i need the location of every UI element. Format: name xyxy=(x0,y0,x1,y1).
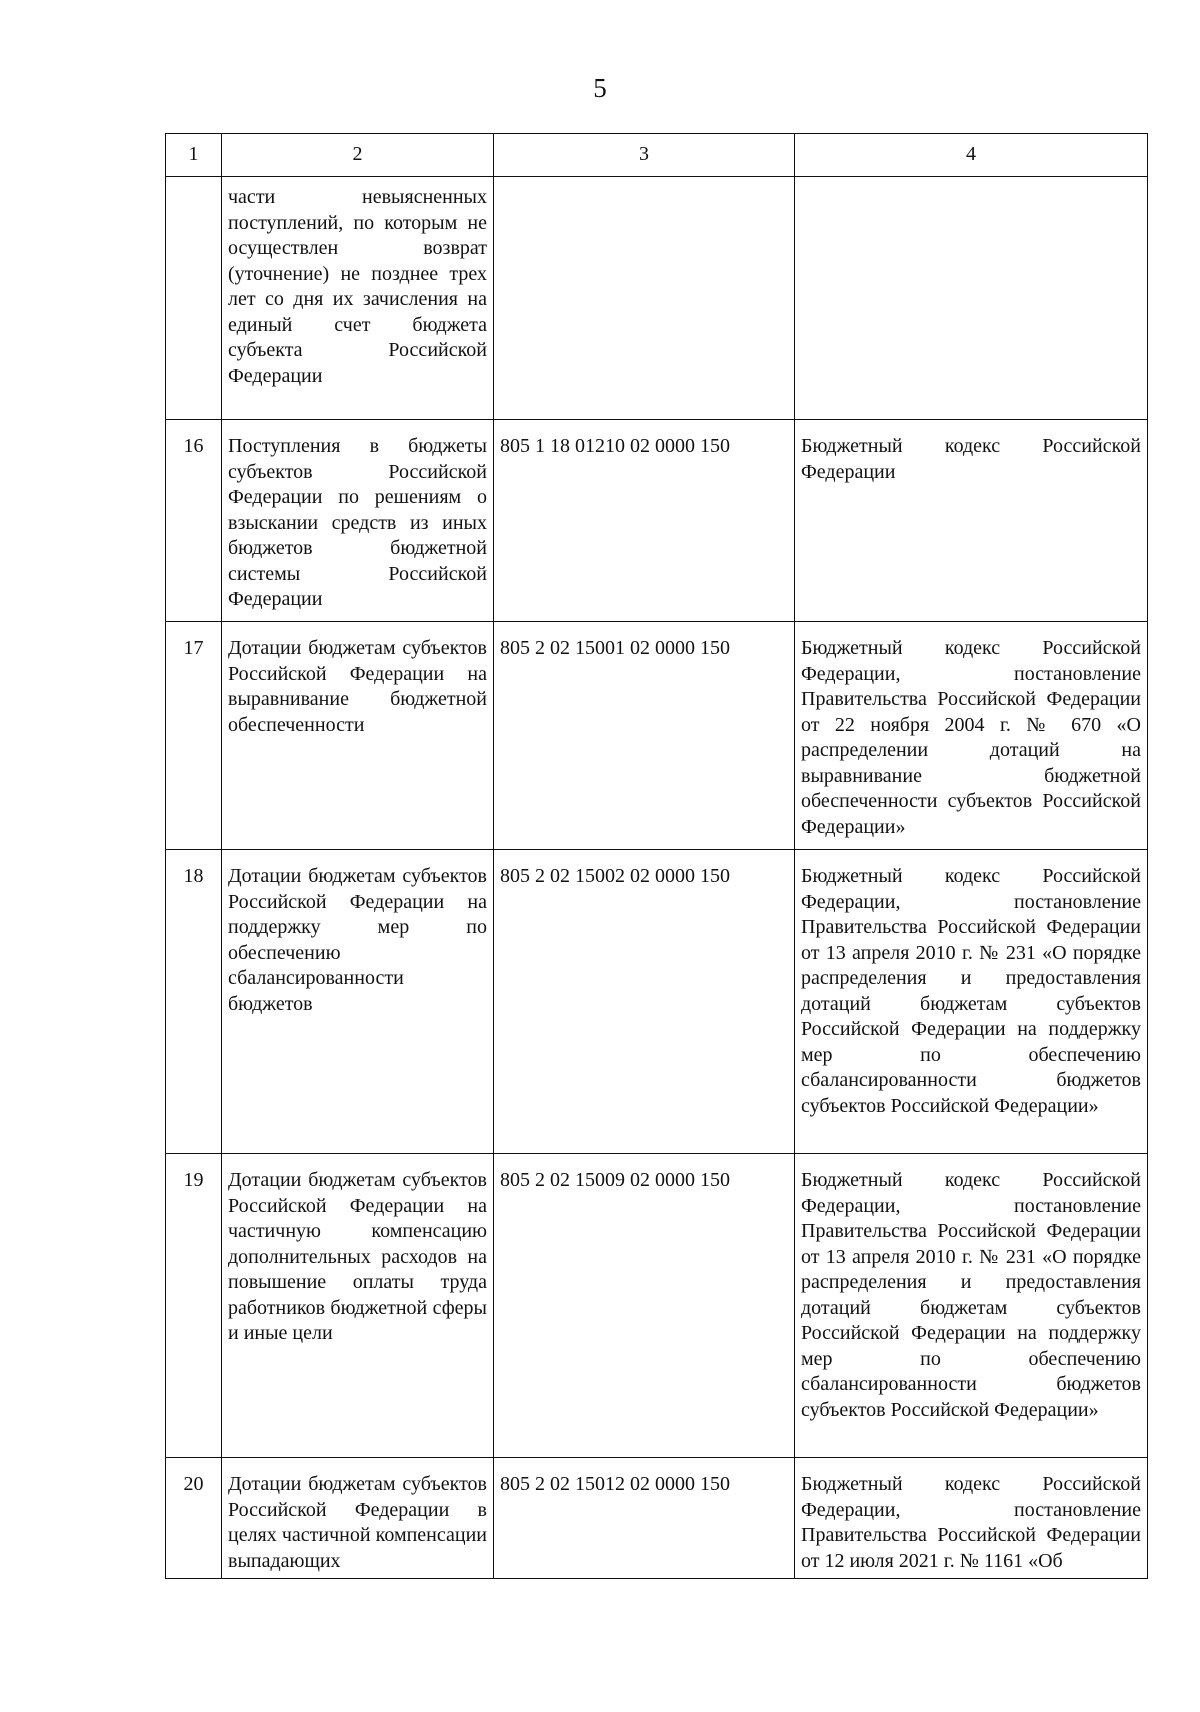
legal-basis-text: Бюджетный кодекс Российской Федерации, постановление Правительства Российской Федерации от 13 апреля 2010 г. № 231 «О порядке распределения и предоставления дотаций бюджетам субъектов Российской Федерации на поддержку мер по обеспечению сбалансированности бюджетов субъектов Российской Федерации» xyxy=(801,1169,1141,1421)
legal-basis-text: Бюджетный кодекс Российской Федерации, постановление Правительства Российской Федерации от 13 апреля 2010 г. № 231 «О порядке распределения и предоставления дотаций бюджетам субъектов Российской Федерации на поддержку мер по обеспечению сбалансированности бюджетов субъектов Российской Федерации» xyxy=(801,865,1141,1117)
legal-basis-text: Бюджетный кодекс Российской Федерации xyxy=(801,435,1141,483)
table-body xyxy=(166,177,1148,1579)
budget-code: 805 2 02 15012 02 0000 150 xyxy=(494,1458,795,1579)
legal-basis-text: Бюджетный кодекс Российской Федерации, постановление Правительства Российской Федерации от 12 июля 2021 г. № 1161 «Об xyxy=(801,1473,1141,1572)
budget-code: 805 2 02 15009 02 0000 150 xyxy=(494,1154,795,1458)
revenue-codes-table xyxy=(165,133,1148,1579)
row-number: 16 xyxy=(166,420,222,622)
page-number: 5 xyxy=(593,73,607,103)
revenue-name-text: Дотации бюджетам субъектов Российской Федерации в целях частичной компенсации выпадающих xyxy=(228,1473,487,1572)
table-row xyxy=(166,420,1148,622)
revenue-name xyxy=(222,1154,494,1458)
budget-code: 805 2 02 15002 02 0000 150 xyxy=(494,850,795,1154)
row-number: 17 xyxy=(166,622,222,850)
legal-basis xyxy=(795,1154,1148,1458)
row-number: 19 xyxy=(166,1154,222,1458)
revenue-name-text: Дотации бюджетам субъектов Российской Федерации на частичную компенсацию дополнительных расходов на повышение оплаты труда работников бюджетной сферы и иные цели xyxy=(228,1169,487,1344)
legal-basis xyxy=(795,1458,1148,1579)
header-col-3: 3 xyxy=(494,134,795,177)
legal-basis xyxy=(795,850,1148,1154)
table-row xyxy=(166,1154,1148,1458)
revenue-name xyxy=(222,1458,494,1579)
revenue-name-text: Дотации бюджетам субъектов Российской Федерации на выравнивание бюджетной обеспеченности xyxy=(228,637,487,736)
row-number xyxy=(166,177,222,420)
row-number: 18 xyxy=(166,850,222,1154)
table-header xyxy=(166,134,1148,177)
revenue-name xyxy=(222,177,494,420)
revenue-name xyxy=(222,420,494,622)
revenue-name-text: части невыясненных поступлений, по которым не осуществлен возврат (уточнение) не позднее трех лет со дня их зачисления на единый счет бюджета субъекта Российской Федерации xyxy=(228,186,487,387)
revenue-name-text: Дотации бюджетам субъектов Российской Федерации на поддержку мер по обеспечению сбалансированности бюджетов xyxy=(228,865,487,1015)
header-col-2: 2 xyxy=(222,134,494,177)
header-col-4: 4 xyxy=(795,134,1148,177)
budget-code: 805 1 18 01210 02 0000 150 xyxy=(494,420,795,622)
budget-code: 805 2 02 15001 02 0000 150 xyxy=(494,622,795,850)
legal-basis-text: Бюджетный кодекс Российской Федерации, постановление Правительства Российской Федерации от 22 ноября 2004 г. № 670 «О распределении дотаций на выравнивание бюджетной обеспеченности субъектов Российской Федерации» xyxy=(801,637,1141,838)
table-row xyxy=(166,177,1148,420)
legal-basis xyxy=(795,622,1148,850)
table-row xyxy=(166,1458,1148,1579)
revenue-name xyxy=(222,622,494,850)
revenue-name xyxy=(222,850,494,1154)
revenue-name-text: Поступления в бюджеты субъектов Российской Федерации по решениям о взыскании средств из иных бюджетов бюджетной системы Российской Федерации xyxy=(228,435,487,610)
row-number: 20 xyxy=(166,1458,222,1579)
legal-basis xyxy=(795,177,1148,420)
table-row xyxy=(166,850,1148,1154)
table-row xyxy=(166,622,1148,850)
header-row xyxy=(166,134,1148,177)
budget-code xyxy=(494,177,795,420)
legal-basis xyxy=(795,420,1148,622)
header-col-1: 1 xyxy=(166,134,222,177)
